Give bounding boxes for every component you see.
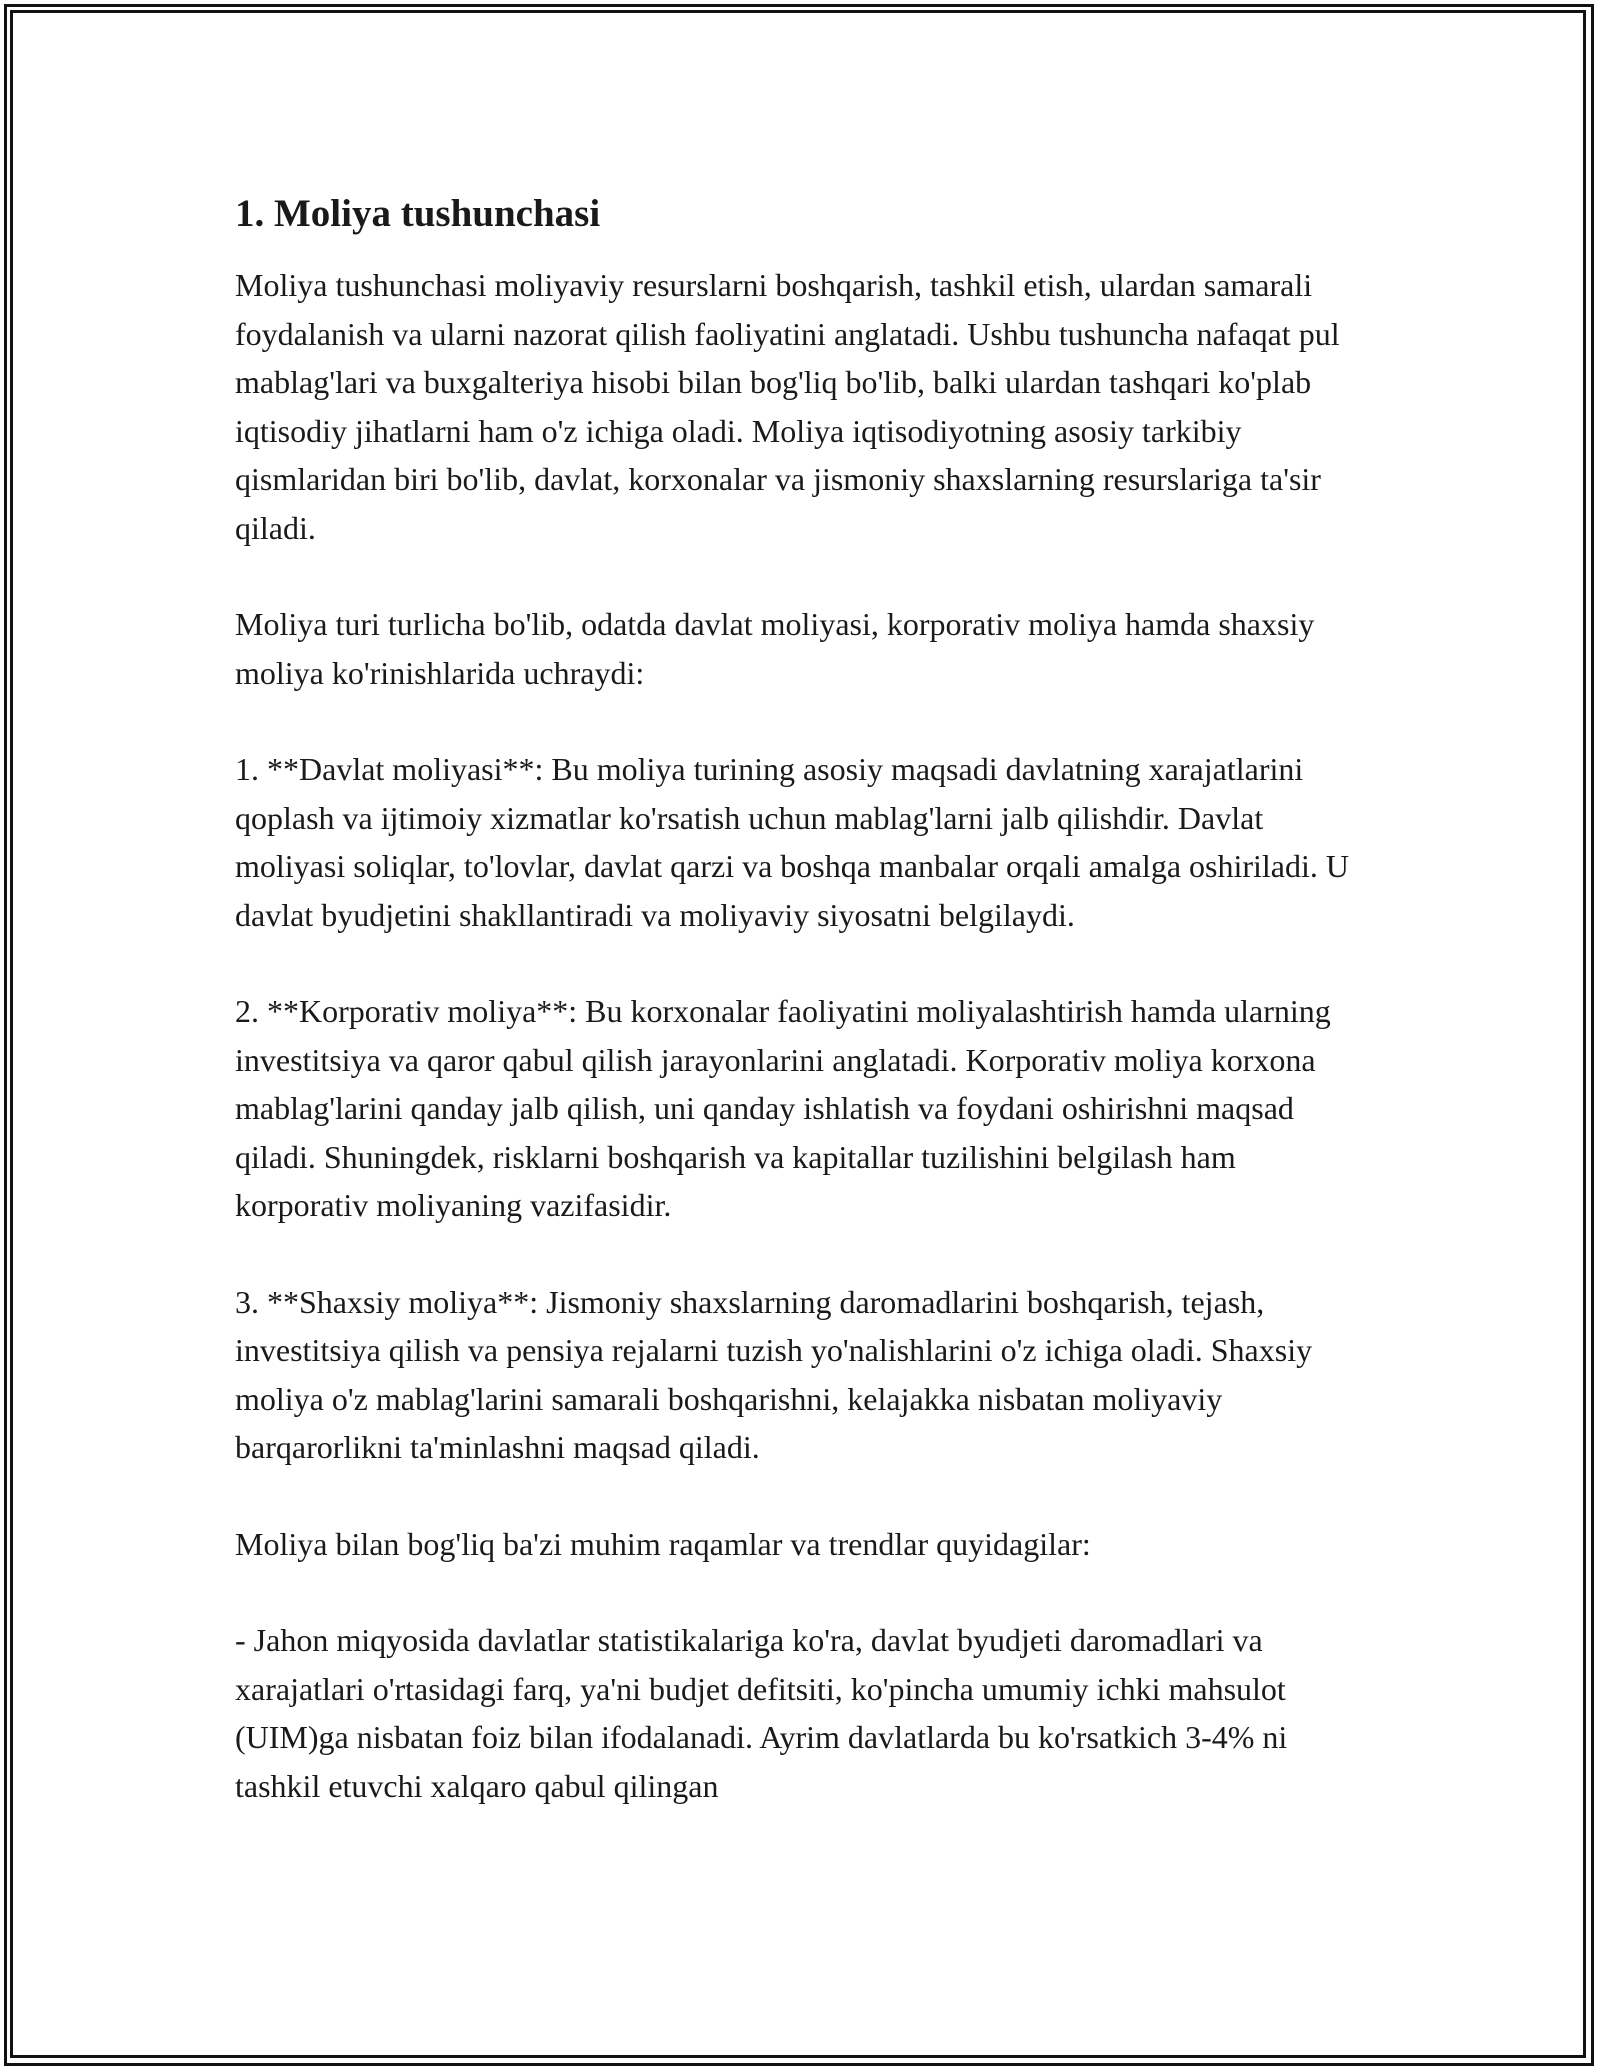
paragraph-types: Moliya turi turlicha bo'lib, odatda davlat moliyasi, korporativ moliya hamda shaxsiy moliya ko'rinishlarida uchraydi: [235,606,1315,691]
list-item-corporate-finance: 2. **Korporativ moliya**: Bu korxonalar faoliyatini moliyalashtirish hamda ularning investitsiya va qaror qabul qilish jarayonlarini anglatadi. Korporativ moliya korxona mablag'larini qanday jalb qilish, uni qanday ishlatish va foydani oshirishni maqsad qiladi. Shuningdek, risklarni boshqarish va kapitallar tuzilishini belgilash ham korporativ moliyaning vazifasidir. [235,993,1331,1223]
list-item-state-finance: 1. **Davlat moliyasi**: Bu moliya turining asosiy maqsadi davlatning xarajatlarini qoplash va ijtimoiy xizmatlar ko'rsatish uchun mablag'larni jalb qilishdir. Davlat moliyasi soliqlar, to'lovlar, davlat qarzi va boshqa manbalar orqali amalga oshiriladi. U davlat byudjetini shakllantiradi va moliyaviy siyosatni belgilaydi. [235,751,1349,933]
document-title: 1. Moliya tushunchasi [235,192,601,235]
paragraph-intro: Moliya tushunchasi moliyaviy resurslarni boshqarish, tashkil etish, ulardan samarali foydalanish va ularni nazorat qilish faoliyatini anglatadi. Ushbu tushuncha nafaqat pul mablag'lari va buxgalteriya hisobi bilan bog'liq bo'lib, balki ulardan tashqari ko'plab iqtisodiy jihatlarni ham o'z ichiga oladi. Moliya iqtisodiyotning asosiy tarkibiy qismlaridan biri bo'lib, davlat, korxonalar va jismoniy shaxslarning resurslariga ta'sir qiladi. [235,267,1340,546]
list-item-personal-finance: 3. **Shaxsiy moliya**: Jismoniy shaxslarning daromadlarini boshqarish, tejash, investitsiya qilish va pensiya rejalarni tuzish yo'nalishlarini o'z ichiga oladi. Shaxsiy moliya o'z mablag'larini samarali boshqarishni, kelajakka nisbatan moliyaviy barqarorlikni ta'minlashni maqsad qiladi. [235,1283,1313,1465]
bullet-budget-deficit: - Jahon miqyosida davlatlar statistikalariga ko'ra, davlat byudjeti daromadlari va xarajatlari o'rtasidagi farq, ya'ni budjet defitsiti, ko'pincha umumiy ichki mahsulot (UIM)ga nisbatan foiz bilan ifodalanadi. Ayrim davlatlarda bu ko'rsatkich 3-4% ni tashkil etuvchi xalqaro qabul qilingan [235,1622,1288,1804]
paragraph-trends-intro: Moliya bilan bog'liq ba'zi muhim raqamlar va trendlar quyidagilar: [235,1525,1091,1562]
document-body [235,185,1375,1858]
